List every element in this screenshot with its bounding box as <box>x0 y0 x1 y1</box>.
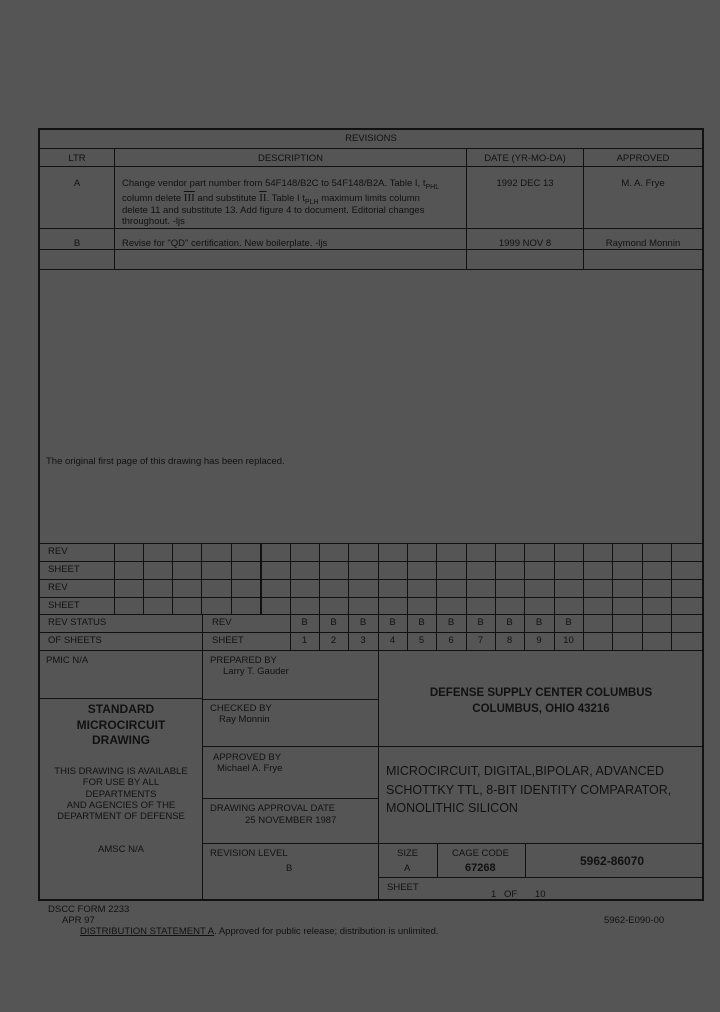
row-a-desc-line1-sub: PHL <box>425 183 440 191</box>
columns-rule <box>38 166 704 167</box>
pmic-rule <box>38 698 203 699</box>
approved-by-name: Michael A. Frye <box>217 763 283 774</box>
prepared-by-label: PREPARED BY <box>210 655 277 666</box>
form-date: APR 97 <box>62 915 95 926</box>
roman-substitute: $\overline{II}$ <box>259 192 267 204</box>
row-b-approved: Raymond Monnin <box>605 238 681 249</box>
row-a-desc-line1-text: Change vendor part number from 54F148/B2C to 54F148/B2A. Table I, t <box>122 178 426 189</box>
availability-line5: DEPARTMENT OF DEFENSE <box>57 811 185 823</box>
grid-label-rev-2: REV <box>48 582 68 593</box>
rev-status-label: REV STATUS <box>48 617 107 628</box>
pmic: PMIC N/A <box>46 655 89 666</box>
rev-value-1: B <box>301 617 308 628</box>
checked-rule <box>202 746 379 747</box>
form-number: DSCC FORM 2233 <box>48 904 130 915</box>
row-a-desc-line2-pre: column delete <box>122 193 184 204</box>
row-b-rule <box>38 249 704 250</box>
title-v-202 <box>202 650 203 900</box>
col-description: DESCRIPTION <box>258 153 323 164</box>
row-a-desc-line2-end: maximum limits column <box>318 193 420 204</box>
cage-code-value: 67268 <box>465 862 496 874</box>
grid-v-642 <box>642 543 643 650</box>
grid-rule-6 <box>38 650 704 651</box>
availability-line2: FOR USE BY ALL <box>82 777 160 789</box>
grid-label-sheet-1: SHEET <box>48 564 80 575</box>
size-divider <box>437 843 438 877</box>
sheet-num-6: 6 <box>448 635 454 646</box>
rev-value-3: B <box>359 617 367 628</box>
sheet-num-5: 5 <box>418 635 425 646</box>
sheet-total: 10 <box>535 889 546 900</box>
row-b-desc: Revise for "QD" certification. New boilerplate. -ljs <box>122 238 328 249</box>
distribution-label: DISTRIBUTION STATEMENT A <box>80 926 215 937</box>
grid-v-671 <box>671 543 672 650</box>
title-line1: MICROCIRCUIT, DIGITAL,BIPOLAR, ADVANCED <box>386 764 665 778</box>
approved-by-label: APPROVED BY <box>213 752 282 763</box>
grid-v-290 <box>290 543 291 650</box>
grid-v-436 <box>436 543 437 650</box>
amsc: AMSC N/A <box>98 844 144 855</box>
availability-line3: DEPARTMENTS <box>85 788 157 800</box>
grid-v-231 <box>231 543 232 614</box>
cage-code-label: CAGE CODE <box>452 848 510 859</box>
col-ltr: LTR <box>68 153 86 164</box>
grid-v-466 <box>466 543 467 650</box>
row-b-date: 1999 NOV 8 <box>498 238 552 249</box>
row-a-desc-line2-mid: and substitute <box>194 193 260 204</box>
grid-v-554 <box>554 543 555 650</box>
sheet-num-3: 3 <box>360 635 366 646</box>
grid-rule-3 <box>38 597 704 598</box>
grid-v-348 <box>348 543 349 650</box>
row-b-ltr: B <box>73 238 81 249</box>
grid-v-260 <box>260 543 262 614</box>
approval-date-rule <box>202 843 704 844</box>
row-a-desc-line2-post: . Table I t <box>266 193 305 204</box>
distribution-statement <box>80 926 439 937</box>
replaced-note: The original first page of this drawing has been replaced. <box>46 456 285 467</box>
sheet-current: 1 <box>491 889 497 900</box>
grid-rule-4 <box>38 614 704 615</box>
grid-rule-2 <box>38 579 704 580</box>
rev-col-div-2 <box>466 148 467 270</box>
frame-top <box>38 128 704 130</box>
rev-value-2: B <box>330 617 337 628</box>
row-a-approved: M. A. Frye <box>621 178 665 189</box>
grid-label-rev-1: REV <box>48 546 68 557</box>
rev-value-4: B <box>389 617 396 628</box>
revision-level-label: REVISION LEVEL <box>210 848 288 859</box>
standard-line1: STANDARD <box>87 702 155 716</box>
availability-line1: THIS DRAWING IS AVAILABLE <box>54 766 188 777</box>
agency-rule <box>378 746 704 747</box>
grid-rule-1 <box>38 561 704 562</box>
rev-value-6: B <box>447 617 455 628</box>
frame-bottom <box>38 899 704 901</box>
approval-date-value: 25 NOVEMBER 1987 <box>245 815 337 826</box>
standard-line2: MICROCIRCUIT <box>76 717 166 732</box>
grid-label-sheet-2: SHEET <box>48 600 80 611</box>
row-a-date: 1992 DEC 13 <box>496 178 554 189</box>
sheet-num-2: 2 <box>330 635 337 646</box>
grid-v-378 <box>378 543 379 650</box>
title-v-378 <box>378 650 379 900</box>
of-sheets-label: OF SHEETS <box>48 635 102 646</box>
grid-v-495 <box>495 543 496 650</box>
checked-by-name: Ray Monnin <box>219 714 270 725</box>
sheet-label-title: SHEET <box>387 882 419 893</box>
prepared-by-name: Larry T. Gauder <box>223 666 289 677</box>
revisions-header-rule <box>38 148 704 149</box>
grid-v-612 <box>612 543 613 650</box>
grid-v-201 <box>201 543 202 614</box>
grid-v-143 <box>143 543 144 614</box>
revisions-header: REVISIONS <box>345 133 397 144</box>
rev-col-div-1 <box>114 148 115 270</box>
grid-v-319 <box>319 543 320 650</box>
standard-line3: DRAWING <box>92 733 150 747</box>
sheet-num-10: 10 <box>563 635 574 646</box>
grid-top-rule <box>38 543 704 544</box>
approval-date-label: DRAWING APPROVAL DATE <box>210 803 336 814</box>
frame-right <box>702 128 704 901</box>
sheet-num-7: 7 <box>477 635 484 646</box>
row-a-desc-line1 <box>122 178 439 193</box>
rev-value-10: B <box>565 617 572 628</box>
rev-value-9: B <box>535 617 543 628</box>
rev-label: REV <box>212 617 232 628</box>
doc-code: 5962-E090-00 <box>604 915 665 926</box>
grid-v-407 <box>407 543 408 650</box>
rev-value-7: B <box>477 617 484 628</box>
prepared-rule <box>202 699 379 700</box>
revisions-bottom-rule <box>38 269 704 270</box>
rev-value-5: B <box>418 617 425 628</box>
sheet-of: OF <box>504 889 518 900</box>
drawing-number: 5962-86070 <box>580 854 645 868</box>
sheet-num-8: 8 <box>506 635 513 646</box>
row-a-ltr: A <box>73 178 81 189</box>
size-rule <box>378 877 704 878</box>
drawing-title <box>386 762 671 818</box>
grid-v-172 <box>172 543 173 614</box>
agency-line1: DEFENSE SUPPLY CENTER COLUMBUS <box>429 687 653 699</box>
availability-line4: AND AGENCIES OF THE <box>66 799 176 811</box>
distribution-text: . Approved for public release; distribution is unlimited. <box>214 926 439 937</box>
roman-delete: $\overline{III}$ <box>183 192 195 204</box>
row-a-desc-line4: throughout. -ljs <box>122 216 185 227</box>
grid-v-status-202 <box>202 614 203 650</box>
approved-rule <box>202 798 379 799</box>
agency-line2: COLUMBUS, OHIO 43216 <box>472 703 610 715</box>
standard-microcircuit-drawing <box>40 702 202 749</box>
title-line2: SCHOTTKY TTL, 8-BIT IDENTITY COMPARATOR, <box>386 782 672 797</box>
title-line3: MONOLITHIC SILICON <box>386 801 518 815</box>
col-approved: APPROVED <box>616 153 670 164</box>
size-label: SIZE <box>397 848 419 859</box>
sheet-num-1: 1 <box>301 635 308 646</box>
rev-col-div-3 <box>583 148 584 270</box>
col-date: DATE (YR-MO-DA) <box>484 153 566 164</box>
grid-v-524 <box>524 543 525 650</box>
row-a-rule <box>38 228 704 229</box>
grid-v-583 <box>583 543 584 650</box>
availability-statement <box>40 766 202 822</box>
row-a-desc-line2-sub: PLH <box>304 198 319 206</box>
sheet-label: SHEET <box>212 635 244 646</box>
cage-divider <box>525 843 526 877</box>
checked-by-label: CHECKED BY <box>210 703 272 714</box>
sheet-num-9: 9 <box>536 635 542 646</box>
rev-value-8: B <box>506 617 513 628</box>
grid-v-114 <box>114 543 115 614</box>
agency-block <box>380 685 702 717</box>
sheet-num-4: 4 <box>389 635 396 646</box>
grid-rule-5 <box>38 632 704 633</box>
revision-level-value: B <box>286 863 293 874</box>
row-a-desc-line3: delete 11 and substitute 13. Add figure 4 to document. Editorial changes <box>122 205 425 216</box>
size-value: A <box>404 863 411 874</box>
